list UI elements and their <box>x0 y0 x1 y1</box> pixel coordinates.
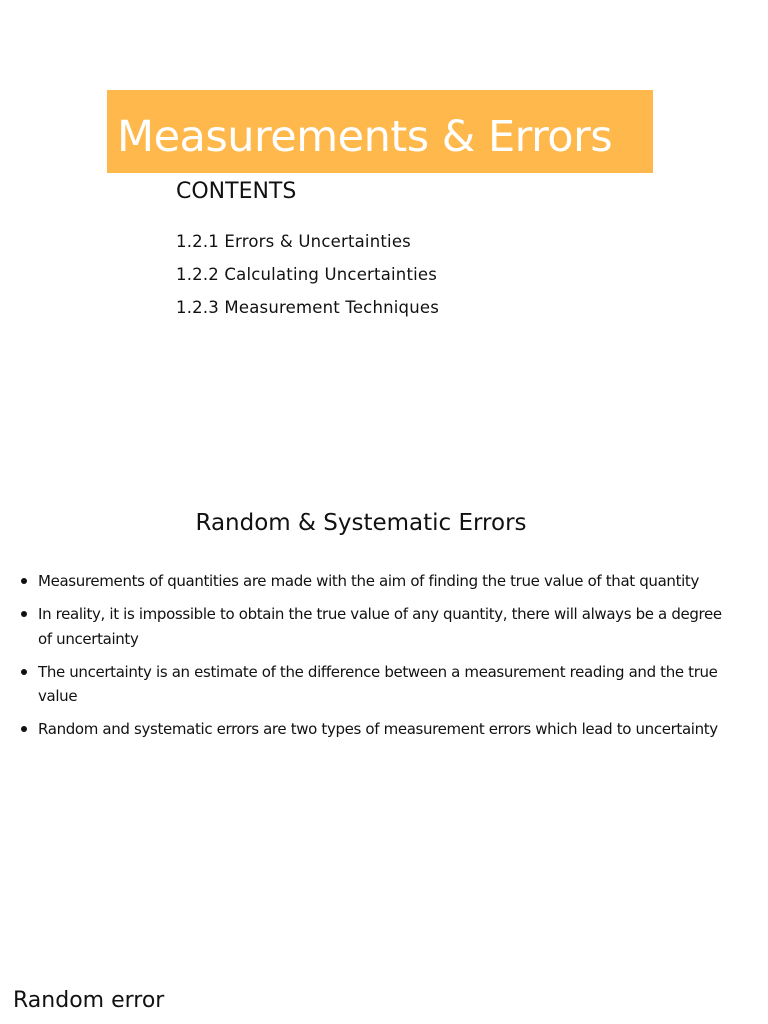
contents-list <box>176 225 439 324</box>
bullet-text: The uncertainty is an estimate of the difference between a measurement reading and the true value <box>38 662 718 705</box>
bullet-text: Random and systematic errors are two types of measurement errors which lead to uncertainty <box>38 720 718 738</box>
bullet-dot-icon <box>21 578 27 584</box>
random-error-heading: Random error <box>13 988 165 1013</box>
bullet-dot-icon <box>21 669 27 675</box>
bullet-item <box>38 717 738 742</box>
bullet-dot-icon <box>21 611 27 617</box>
page-title: Measurements & Errors <box>117 112 613 162</box>
bullet-text: In reality, it is impossible to obtain the true value of any quantity, there will always be a degree of uncertainty <box>38 605 722 648</box>
title-banner <box>107 90 653 173</box>
contents-item: 1.2.3 Measurement Techniques <box>176 298 440 317</box>
bullet-dot-icon <box>21 726 27 732</box>
contents-item: 1.2.2 Calculating Uncertainties <box>176 265 438 284</box>
bullet-text: Measurements of quantities are made with the aim of finding the true value of that quantity <box>38 572 699 590</box>
bullet-item <box>38 602 738 651</box>
bullet-item <box>38 569 738 594</box>
contents-heading: CONTENTS <box>176 179 297 204</box>
contents-item: 1.2.1 Errors & Uncertainties <box>176 232 411 251</box>
section-heading: Random & Systematic Errors <box>195 510 527 536</box>
bullet-list <box>38 569 738 750</box>
bullet-item <box>38 660 738 709</box>
